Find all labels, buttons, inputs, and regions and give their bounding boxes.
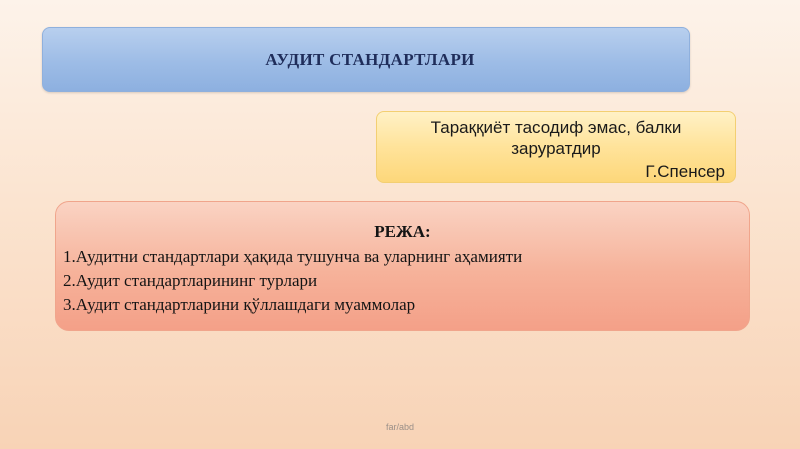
plan-item: 3.Аудит стандартларини қўллашдаги муаммолар xyxy=(63,295,416,314)
title-box xyxy=(42,27,690,92)
quote-box xyxy=(376,111,736,183)
plan-item: 1.Аудитни стандартлари ҳақида тушунча ва уларнинг аҳамияти xyxy=(63,247,523,266)
quote-text: Тараққиёт тасодиф эмас, балки заруратдир xyxy=(430,118,682,158)
footer-text: far/abd xyxy=(385,422,415,432)
slide-title: АУДИТ СТАНДАРТЛАРИ xyxy=(265,49,475,69)
quote-author: Г.Спенсер xyxy=(645,162,725,181)
plan-list xyxy=(63,245,522,317)
plan-heading: РЕЖА: xyxy=(374,222,431,241)
plan-item: 2.Аудит стандартларининг турлари xyxy=(63,271,318,290)
plan-box xyxy=(55,201,750,331)
